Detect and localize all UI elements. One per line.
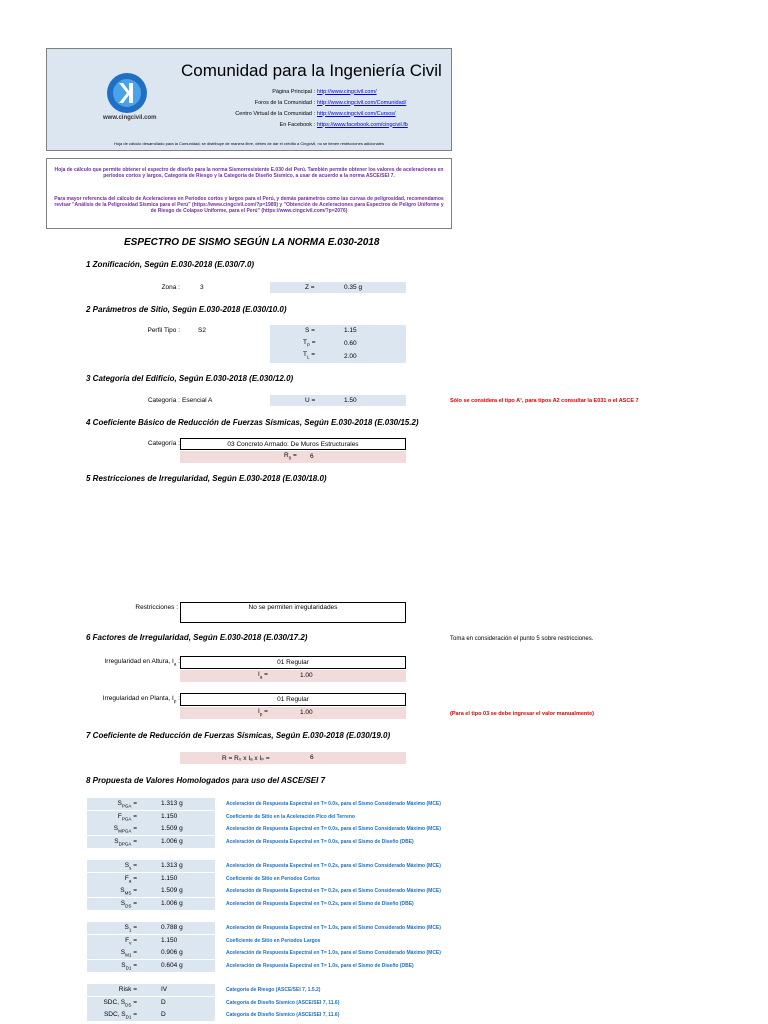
perfil-label: Perfil Tipo : xyxy=(147,327,180,334)
r0-value: 6 xyxy=(310,453,314,460)
ip-cell xyxy=(180,707,406,719)
r-value: 6 xyxy=(310,754,314,761)
site-params-cell xyxy=(270,325,406,363)
header-box xyxy=(46,48,452,151)
link-label: Foros de la Comunidad : xyxy=(254,99,315,106)
u-label: U = xyxy=(305,397,316,404)
asce-value: 1.313 g xyxy=(161,862,183,869)
link-label: Centro Virtual de la Comunidad : xyxy=(235,110,315,117)
section-4-title: 4 Coeficiente Básico de Reducción de Fuerzas Sísmicas, Según E.030-2018 (E.030/15.2) xyxy=(86,418,419,427)
ia-cell xyxy=(180,670,406,682)
link-forum[interactable]: http://www.cingcivil.com/Comunidad/ xyxy=(317,99,407,106)
asce-row xyxy=(87,873,215,885)
u-value: 1.50 xyxy=(344,397,357,404)
asce-description: Aceleración de Respuesta Espectral en T= 0.2s, para el Sismo Considerado Máximo (MCE) xyxy=(226,888,441,895)
asce-symbol: $S_{D1}$ = xyxy=(121,961,137,971)
asce-value: 1.509 g xyxy=(161,887,183,895)
asce-symbol: Risk = xyxy=(118,986,137,993)
zona-label: Zona : xyxy=(161,284,180,291)
link-home[interactable]: http://www.cingcivil.com/ xyxy=(317,88,377,95)
asce-row xyxy=(87,898,215,910)
asce-description: Categoría de Riesgo (ASCE/SEI 7, 1.5.2) xyxy=(226,987,321,993)
asce-value: 1.006 g xyxy=(161,899,183,907)
asce-row xyxy=(87,960,215,972)
asce-row xyxy=(87,935,215,947)
section-3-title: 3 Categoría del Edificio, Según E.030-2018 (E.030/12.0) xyxy=(86,374,294,383)
asce-value: 0.604 g xyxy=(161,961,183,969)
asce-symbol: $S_{MPGA}$ = xyxy=(113,825,137,834)
irregularity-height-label: Irregularidad en Altura, $I_a$ : xyxy=(104,658,180,667)
asce-symbol: $S_s$ = xyxy=(124,862,137,871)
perfil-value[interactable]: S2 xyxy=(198,327,206,334)
u-cell xyxy=(270,395,406,406)
asce-description: Coeficiente de Sitio en la Aceleración Pico del Terreno xyxy=(226,813,355,820)
asce-description: Aceleración de Respuesta Espectral en T= 0.2s, para el Sismo Considerado Máximo (MCE) xyxy=(226,863,441,869)
r-label: R = R₀ x Iₐ x Iₚ = xyxy=(222,755,270,762)
system-select[interactable]: 03 Concreto Armado: De Muros Estructurales xyxy=(180,438,406,450)
asce-value: 1.150 xyxy=(161,936,178,944)
asce-description: Coeficiente de Sitio en Periodos Cortos xyxy=(226,875,320,882)
asce-description: Coeficiente de Sitio en Periodos Largos xyxy=(226,937,321,944)
asce-value: 0.788 g xyxy=(161,924,183,931)
info-box xyxy=(46,158,452,229)
asce-description: Categoría de Diseño Sísmico (ASCE/SEI 7, 11.6) xyxy=(226,1012,340,1019)
asce-row xyxy=(87,885,215,897)
asce-description: Aceleración de Respuesta Espectral en T= 1.0s, para el Sismo de Diseño (DBE) xyxy=(226,962,414,969)
asce-row xyxy=(87,811,215,823)
asce-symbol: SDC, $S_{DS}$ = xyxy=(103,998,137,1007)
asce-symbol: $F_v$ = xyxy=(125,936,137,945)
info-paragraph-2: Para mayor referencia del cálculo de Aceleraciones en Periodos cortos y largos para el Perú, y demás parámetros como las curvas de peligrosidad, recomendamos revisar "Análisis de la Peligrosidad Sísmica para el Perú" (https://www.cingcivil.com/?p=1989) y "Obtención de Aceleraciones para Espectros de Peligro Uniforme y de Riesgo de Colapso Uniforme, para el Perú" (https://www.cingcivil.com/?p=2076) xyxy=(54,196,444,214)
r0-label: $R_0$ = xyxy=(284,452,297,461)
asce-value: IV xyxy=(161,986,168,993)
header-links xyxy=(147,86,447,130)
asce-description: Aceleración de Respuesta Espectral en T= 0.0s, para el Sismo de Diseño (DBE) xyxy=(226,838,414,845)
asce-row xyxy=(87,922,215,934)
header-title: Comunidad para la Ingeniería Civil xyxy=(181,61,442,80)
asce-row xyxy=(87,860,215,872)
asce-value: 1.006 g xyxy=(161,837,183,845)
irregularity-plan-select[interactable]: 01 Regular xyxy=(180,693,406,706)
asce-symbol: $S_{MS}$ = xyxy=(120,887,137,896)
ia-value: 1.00 xyxy=(300,672,313,679)
asce-symbol: $S_1$ = xyxy=(124,924,137,933)
logo xyxy=(105,71,149,115)
section-2-title: 2 Parámetros de Sitio, Según E.030-2018 (E.030/10.0) xyxy=(86,305,287,314)
z-label: Z = xyxy=(305,284,315,291)
link-label: Página Principal : xyxy=(272,88,315,95)
link-label: En Facebook : xyxy=(279,121,315,128)
asce-value: D xyxy=(161,1011,166,1019)
asce-row xyxy=(87,836,215,848)
tl-value: 2.00 xyxy=(344,353,357,360)
section-8-title: 8 Propuesta de Valores Homologados para uso del ASCE/SEI 7 xyxy=(86,776,326,785)
asce-description: Aceleración de Respuesta Espectral en T= 1.0s, para el Sismo Considerado Máximo (MCE) xyxy=(226,925,441,931)
section-7-title: 7 Coeficiente de Reducción de Fuerzas Sísmicas, Según E.030-2018 (E.030/19.0) xyxy=(86,731,391,740)
asce-value: 0.906 g xyxy=(161,949,183,957)
restrictions-note: Toma en consideración el punto 5 sobre restricciones. xyxy=(450,636,594,642)
link-courses[interactable]: http://www.cingcivil.com/Cursos/ xyxy=(317,110,396,117)
asce-symbol: $S_{PGA}$ = xyxy=(117,800,137,809)
ia-label: $I_a$ = xyxy=(258,671,268,680)
asce-row xyxy=(87,997,215,1009)
asce-row xyxy=(87,984,215,996)
categoria-value[interactable]: Esencial A xyxy=(182,397,213,404)
tl-label: $T_L$ = xyxy=(303,351,316,360)
z-cell xyxy=(270,282,406,293)
asce-symbol: $S_{DS}$ = xyxy=(120,899,137,909)
asce-symbol: $S_{M1}$ = xyxy=(120,949,137,958)
asce-symbol: $F_a$ = xyxy=(124,874,137,883)
asce-symbol: $S_{DPGA}$ = xyxy=(114,837,137,847)
asce-description: Aceleración de Respuesta Espectral en T= 0.2s, para el Sismo de Diseño (DBE) xyxy=(226,900,414,907)
asce-description: Aceleración de Respuesta Espectral en T= 1.0s, para el Sismo Considerado Máximo (MCE) xyxy=(226,950,441,957)
tp-value: 0.60 xyxy=(344,340,357,347)
tp-label: $T_P$ = xyxy=(303,339,316,348)
asce-row xyxy=(87,947,215,959)
category-note: Sólo se considera el tipo A¹, para tipos A2 consultar la E031 o el ASCE 7 xyxy=(450,398,639,404)
irregularity-plan-label: Irregularidad en Planta, $I_p$ : xyxy=(102,695,180,704)
asce-value: 1.150 xyxy=(161,812,178,820)
s-value: 1.15 xyxy=(344,327,357,334)
logo-text: www.cingcivil.com xyxy=(103,115,157,121)
asce-value: 1.313 g xyxy=(161,800,183,807)
asce-value: D xyxy=(161,998,166,1006)
asce-row xyxy=(87,1009,215,1021)
z-value: 0.35 g xyxy=(344,284,363,291)
header-footer: Hoja de cálculo desarrollado para la Comunidad, se distribuye de manera libre, debes de dar el crédito a Cingcivil, no se tienen restricciones adicionales xyxy=(114,141,384,146)
asce-row xyxy=(87,823,215,835)
section-5-title: 5 Restricciones de Irregularidad, Según E.030-2018 (E.030/18.0) xyxy=(86,474,327,483)
ip-label: $I_p$ = xyxy=(258,708,268,717)
ip-value: 1.00 xyxy=(300,709,313,716)
asce-description: Aceleración de Respuesta Espectral en T= 0.0s, para el Sismo Considerado Máximo (MCE) xyxy=(226,801,441,807)
asce-symbol: SDC, $S_{D1}$ = xyxy=(103,1011,137,1020)
asce-symbol: $F_{PGA}$ = xyxy=(117,812,137,821)
s-label: S = xyxy=(305,327,315,334)
section-1-title: 1 Zonificación, Según E.030-2018 (E.030/7.0) xyxy=(86,260,255,269)
section-6-title: 6 Factores de Irregularidad, Según E.030-2018 (E.030/17.2) xyxy=(86,633,308,642)
restrictions-label: Restricciones : xyxy=(135,604,178,611)
asce-value: 1.150 xyxy=(161,874,178,882)
asce-description: Categoría de Diseño Sísmico (ASCE/SEI 7, 11.6) xyxy=(226,999,340,1006)
restrictions-box: No se permiten irregularidades xyxy=(180,602,406,623)
r-cell xyxy=(180,752,406,764)
link-facebook[interactable]: https://www.facebook.com/cingcivil.fb xyxy=(317,121,408,128)
asce-description: Aceleración de Respuesta Espectral en T= 0.0s, para el Sismo Considerado Máximo (MCE) xyxy=(226,826,441,833)
system-label: Categoría : xyxy=(147,440,180,447)
manual-note: (Para el tipo 03 se debe ingresar el valor manualmente) xyxy=(450,711,594,717)
asce-row xyxy=(87,798,215,810)
zona-value[interactable]: 3 xyxy=(200,284,204,291)
info-paragraph-1: Hoja de cálculo que permite obtener el espectro de diseño para la norma Sismorresistente E.030 del Perú. También permite obtener los valores de aceleraciones en periodos cortos y largos, Categoría de Riesgo y la Categoría de Diseño Sísmico, a usar de acuerdo a la norma ASCE/SEI 7. xyxy=(54,167,444,179)
asce-value: 1.509 g xyxy=(161,825,183,833)
categoria-label: Categoría : xyxy=(147,397,180,404)
irregularity-height-select[interactable]: 01 Regular xyxy=(180,656,406,669)
page-title: ESPECTRO DE SISMO SEGÚN LA NORMA E.030-2018 xyxy=(124,237,380,248)
